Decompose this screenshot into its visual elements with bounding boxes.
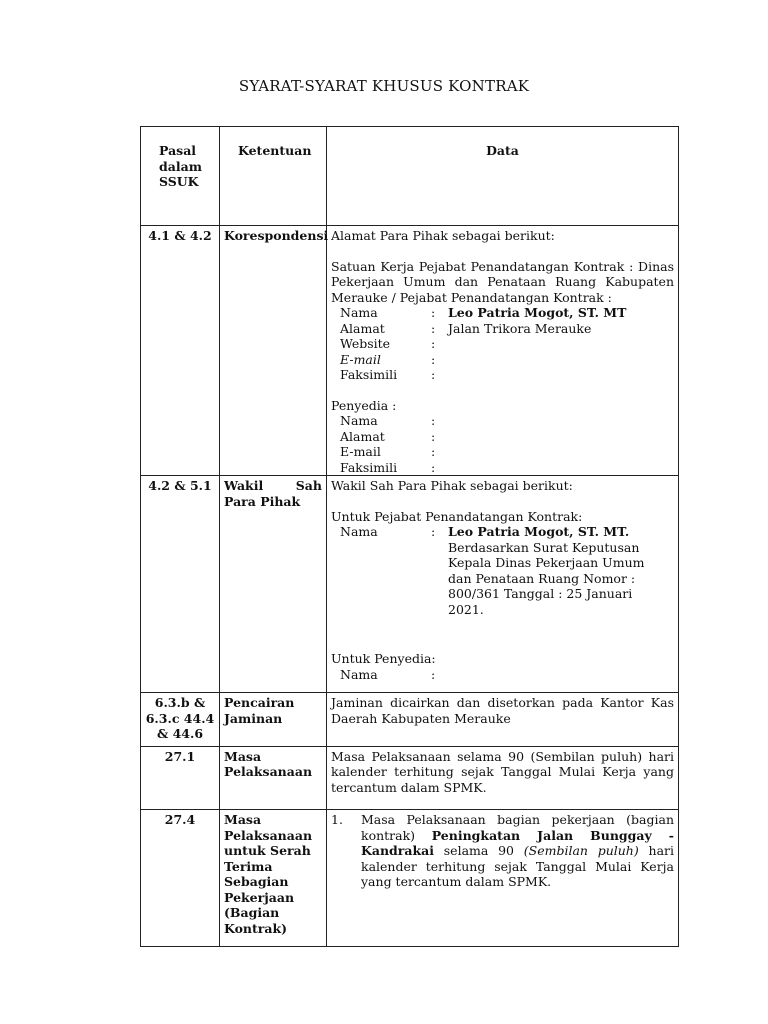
- untuk-pejabat-label: Untuk Pejabat Penandatangan Kontrak:: [331, 508, 583, 524]
- pejabat-wakil-fields: Nama : Leo Patria Mogot, ST. MT. Berdasarkan Surat Keputusan Kepala Dinas Pekerjaan Umum dan Penataan Ruang Nomor : 800/361 Tanggal : 25 Januari 2021.: [340, 524, 645, 617]
- page-title: SYARAT-SYARAT KHUSUS KONTRAK: [238, 77, 530, 95]
- penyedia-label: Penyedia :: [331, 397, 397, 413]
- penyedia-fields: Nama : Alamat : E-mail : Faksimili :: [340, 413, 436, 475]
- row-data: Jaminan dicairkan dan disetorkan pada Kantor Kas Daerah Kabupaten Merauke: [327, 693, 679, 747]
- pejabat-fields: Nama : Leo Patria Mogot, ST. MT Alamat : Jalan Trikora Merauke Website : E-mail : Faksimili :: [340, 305, 627, 382]
- untuk-penyedia-label: Untuk Penyedia:: [331, 651, 436, 666]
- pelaksanaan-item: [331, 812, 674, 890]
- header-pasal: Pasal dalam SSUK: [141, 127, 220, 226]
- wakil-sah-intro: Wakil Sah Para Pihak sebagai berikut:: [331, 478, 573, 493]
- row-pasal: 27.4: [141, 810, 220, 947]
- row-ketentuan: Masa Pelaksanaan: [220, 746, 327, 810]
- table-row: [141, 693, 679, 747]
- table-row: [141, 476, 679, 693]
- ssk-table: [140, 126, 679, 947]
- row-data: Masa Pelaksanaan selama 90 (Sembilan puluh) hari kalender terhitung sejak Tanggal Mulai Kerja yang tercantum dalam SPMK.: [327, 746, 679, 810]
- item-text: Masa Pelaksanaan bagian pekerjaan (bagian kontrak) Peningkatan Jalan Bunggay - Kandrakai selama 90 (Sembilan puluh) hari kalender terhitung sejak Tanggal Mulai Kerja yang tercantum dalam SPMK.: [361, 812, 674, 889]
- row-ketentuan: Wakil Sah Para Pihak: [220, 476, 327, 693]
- row-pasal: 6.3.b & 6.3.c 44.4 & 44.6: [141, 693, 220, 747]
- row-ketentuan: Korespondensi: [220, 226, 327, 476]
- table-row: [141, 226, 679, 476]
- item-number: 1.: [331, 812, 343, 827]
- header-ketentuan: Ketentuan: [220, 127, 327, 226]
- header-data: Data: [327, 127, 679, 226]
- korespondensi-intro: Alamat Para Pihak sebagai berikut:: [331, 228, 555, 243]
- table-row: [141, 810, 679, 947]
- row-data: [327, 226, 679, 476]
- row-data: [327, 810, 679, 947]
- row-pasal: 27.1: [141, 746, 220, 810]
- satuan-kerja-text: Satuan Kerja Pejabat Penandatangan Kontrak : Dinas Pekerjaan Umum dan Penataan Ruang Kabupaten Merauke / Pejabat Penandatangan Kontrak :: [331, 258, 674, 305]
- table-row: [141, 746, 679, 810]
- row-pasal: 4.2 & 5.1: [141, 476, 220, 693]
- table-header-row: [141, 127, 679, 226]
- row-ketentuan: Masa Pelaksanaan untuk Serah Terima Sebagian Pekerjaan (Bagian Kontrak): [220, 810, 327, 947]
- row-data: [327, 476, 679, 693]
- row-ketentuan: Pencairan Jaminan: [220, 693, 327, 747]
- penyedia-wakil-fields: Nama :: [340, 666, 436, 682]
- row-pasal: 4.1 & 4.2: [141, 226, 220, 476]
